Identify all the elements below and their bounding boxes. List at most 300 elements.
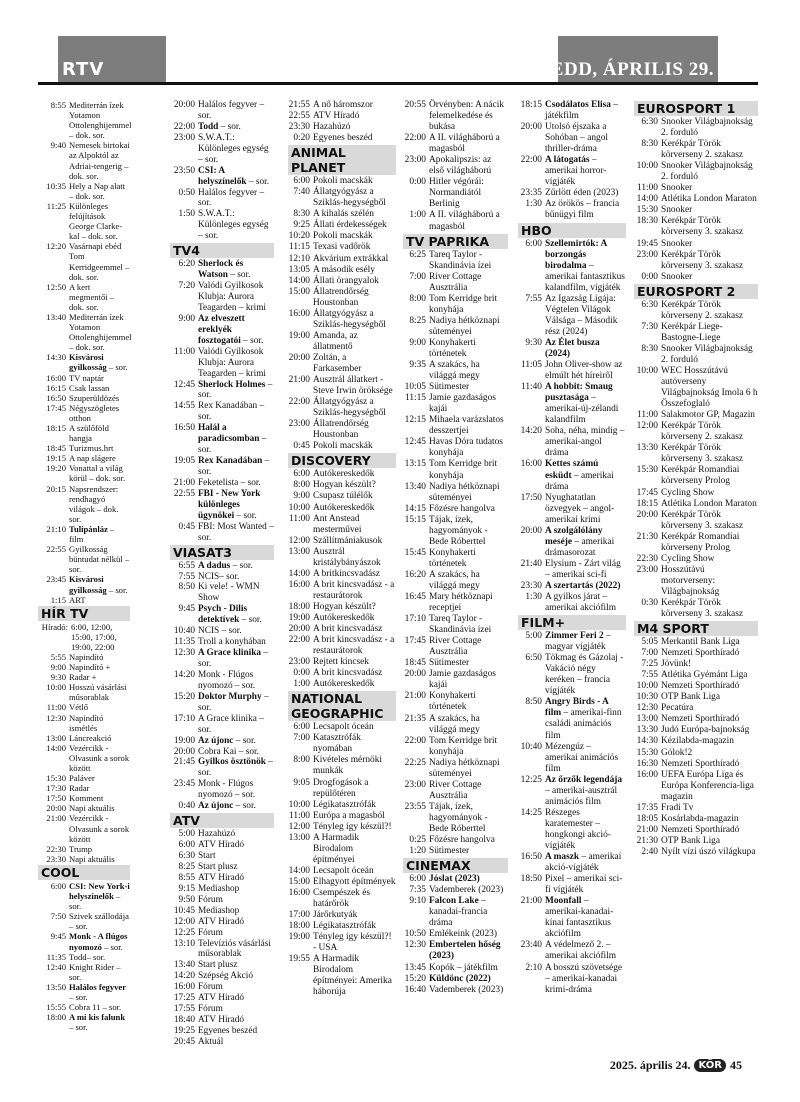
- program-title: Kisvárosi gyilkosság – sor.: [69, 574, 128, 595]
- program-title: Főzésre hangolva: [429, 835, 495, 846]
- program-title: Fórum: [198, 1004, 223, 1015]
- program-time: 6:30: [641, 117, 658, 127]
- program-item: [170, 1026, 274, 1037]
- program-title: Cobra 11 – sor.: [69, 1002, 122, 1013]
- program-title: Snooker: [661, 238, 693, 249]
- program-time: 18:15: [46, 423, 66, 433]
- program-time: 17:35: [636, 802, 658, 813]
- program-item: [403, 780, 508, 802]
- program-item: [288, 833, 396, 866]
- program-time: 18:15: [636, 498, 658, 509]
- program-time: 13:10: [173, 938, 195, 949]
- program-title: Állatrendőrség Houstonban: [313, 286, 369, 308]
- program-title: Pixel – amerikai sci-fi vígjáték: [545, 874, 623, 896]
- program-item: [170, 670, 274, 692]
- program-title: Sütimester: [429, 382, 470, 393]
- program-title: Zűrlött éden (2023): [545, 188, 619, 199]
- program-time: 6:00: [525, 238, 542, 249]
- page-footer: [610, 1058, 742, 1073]
- program-item: [288, 613, 396, 624]
- program-item: [288, 254, 396, 265]
- program-title: Járőrkutyák: [313, 910, 358, 921]
- program-item: [38, 181, 130, 201]
- program-title: Psych - Dilis detektívek – sor.: [198, 604, 262, 626]
- program-item: [518, 493, 626, 526]
- program-time: 20:00: [520, 525, 542, 536]
- program-title: Autókereskedők: [313, 679, 375, 690]
- program-time: 8:00: [293, 755, 310, 766]
- program-time: 16:30: [636, 758, 658, 769]
- program-time: 10:05: [404, 382, 426, 393]
- program-title: Állati örangyalok: [313, 275, 379, 286]
- program-title: A második esély: [313, 264, 375, 275]
- page-number: 45: [730, 1058, 742, 1072]
- program-title: Csak lassan: [69, 382, 110, 393]
- program-title: A Harmadik Birodalom építményei: Amerika háborúja: [313, 954, 392, 998]
- program-time: 8:00: [293, 480, 310, 491]
- program-time: 14:30: [636, 736, 658, 747]
- program-item: [170, 209, 274, 242]
- program-item: [170, 380, 274, 402]
- program-item: [288, 375, 396, 397]
- program-title: Merkantil Bank Liga: [661, 637, 740, 648]
- program-title: Az örökös – francia bűnügyi film: [545, 199, 620, 221]
- program-time: 23:30: [46, 853, 66, 864]
- program-time: 6:00: [178, 840, 195, 851]
- program-title: Kézilabda-magazin: [661, 736, 734, 747]
- program-time: 8:50: [525, 697, 542, 708]
- program-item: [170, 779, 274, 801]
- program-title: Embertelen hőség (2023): [429, 940, 501, 962]
- program-title: Kerékpár Török körverseny 3. szakasz: [661, 216, 743, 238]
- program-item: [403, 758, 508, 780]
- program-item: [170, 971, 274, 982]
- channel-heading: M4 SPORT: [634, 621, 758, 636]
- program-time: 1:15: [50, 594, 66, 605]
- program-time: 18:05: [636, 813, 658, 824]
- program-title: Knight Rider – sor.: [69, 961, 121, 982]
- program-item: [403, 504, 508, 515]
- program-item: [403, 896, 508, 929]
- program-time: 18:00: [288, 921, 310, 932]
- program-item: [403, 338, 508, 360]
- listing-column: [288, 100, 396, 998]
- program-item: [403, 658, 508, 669]
- program-title: Autókereskedők: [313, 469, 375, 480]
- program-item: [288, 580, 396, 602]
- program-time: 18:30: [636, 216, 658, 227]
- program-title: Lecsapolt óceán: [313, 722, 374, 733]
- program-title: A Grace klinika – sor.: [198, 648, 269, 669]
- program-title: Radar: [69, 783, 90, 794]
- program-time: 15:20: [173, 691, 195, 702]
- program-time: 9:35: [409, 360, 426, 371]
- program-item: [634, 499, 758, 510]
- program-time: 6:55: [178, 560, 195, 571]
- program-item: [38, 282, 130, 312]
- program-time: 17:45: [636, 487, 658, 498]
- channel-heading: TV PAPRIKA: [403, 234, 508, 249]
- listing-column: [38, 100, 130, 1032]
- program-title: Hitler végórái: Normandiától Berlinig: [429, 177, 484, 210]
- program-item: [403, 835, 508, 846]
- program-title: Halál a paradicsomban – sor.: [198, 423, 267, 456]
- program-item: [634, 322, 758, 344]
- program-time: 22:00: [288, 635, 310, 646]
- program-item: [170, 347, 274, 380]
- program-time: 0:50: [178, 187, 195, 198]
- program-time: 14:00: [288, 865, 310, 876]
- date-title: KEDD, ÁPRILIS 29.: [535, 59, 714, 80]
- program-time: 18:40: [173, 1015, 195, 1026]
- program-time: 9:15: [178, 883, 195, 894]
- program-title: River Cottage Ausztrália: [429, 271, 482, 293]
- program-item: [518, 360, 626, 382]
- program-title: Hely a Nap alatt – dok. sor.: [69, 180, 126, 201]
- program-item: [403, 929, 508, 940]
- program-item: [38, 813, 130, 843]
- program-item: [38, 100, 130, 140]
- program-item: [38, 352, 130, 372]
- program-title: Atlétika Gyémánt Liga: [661, 670, 748, 681]
- program-item: [170, 188, 274, 210]
- program-title: Snooker Világbajnokság 2. forduló: [661, 117, 753, 139]
- program-title: Konyhakerti történetek: [429, 337, 476, 359]
- program-title: Jamie gazdaságos kajái: [429, 669, 496, 691]
- program-title: Start plusz: [198, 960, 238, 971]
- program-title: Állatgyógyász a Sziklás-hegységből: [313, 187, 386, 209]
- program-time: 22:55: [173, 488, 195, 499]
- program-time: 2:40: [641, 846, 658, 857]
- program-time: 23:45: [46, 574, 66, 585]
- program-item: [518, 874, 626, 896]
- program-title: Nyílt vízi úszó világkupa: [661, 846, 756, 857]
- program-item: [38, 544, 130, 574]
- program-item: [170, 873, 274, 884]
- program-item: [288, 547, 396, 569]
- program-item: [170, 100, 274, 122]
- program-item: [288, 231, 396, 242]
- program-time: 18:15: [520, 100, 542, 110]
- program-item: [38, 702, 130, 712]
- program-time: 20:15: [46, 483, 66, 494]
- program-item: [403, 382, 508, 393]
- program-item: [634, 205, 758, 216]
- program-title: Pokoli macskák: [313, 231, 373, 242]
- program-time: 8:25: [178, 861, 195, 872]
- program-item: [170, 133, 274, 166]
- program-title: Sütimester: [429, 658, 470, 669]
- program-item: [403, 636, 508, 658]
- program-time: 1:30: [525, 592, 542, 603]
- program-item: [403, 515, 508, 548]
- program-item: [403, 885, 508, 896]
- program-title: A dadus – sor.: [198, 560, 253, 571]
- program-item: [288, 133, 396, 144]
- program-title: Turizmus.hrt: [69, 443, 114, 454]
- channel-heading: VIASAT3: [170, 545, 274, 560]
- program-title: Kivételes mérnöki munkák: [313, 755, 382, 777]
- program-title: Nemzeti Sporthíradó: [661, 824, 740, 835]
- program-title: A szolgálólány meséje – amerikai drámasorozat: [545, 525, 615, 558]
- program-time: 16:00: [173, 982, 195, 993]
- program-time: 16:00: [636, 769, 658, 780]
- program-title: Napi aktuális: [69, 803, 115, 814]
- program-title: Mediashop: [198, 883, 240, 894]
- program-item: [38, 773, 130, 783]
- program-item: [518, 100, 626, 122]
- program-item: [634, 565, 758, 598]
- program-item: [634, 421, 758, 443]
- program-title: Snooker: [661, 183, 693, 194]
- program-title: Vezércikk - Olvasunk a sorok között: [69, 742, 130, 773]
- program-time: 19:55: [288, 954, 310, 965]
- program-title: A kihalás szélén: [313, 209, 374, 220]
- program-item: [634, 670, 758, 681]
- program-time: 6:00: [293, 469, 310, 480]
- program-time: 11:05: [520, 360, 542, 371]
- program-item: [634, 366, 758, 410]
- program-item: [170, 582, 274, 604]
- program-item: [288, 866, 396, 877]
- program-time: 21:00: [46, 813, 66, 824]
- date-tab: [535, 36, 718, 82]
- program-item: [38, 854, 130, 864]
- program-item: [170, 801, 274, 812]
- program-item: [288, 722, 396, 733]
- program-title: Az Igazság Ligája: Végtelen Világok Válsága – Második rész (2024): [545, 293, 618, 337]
- program-time: 21:10: [46, 523, 66, 534]
- program-title: Hosszú vásárlási műsorablak: [69, 682, 127, 703]
- program-title: Pokoli macskák: [313, 176, 373, 187]
- program-item: [403, 974, 508, 985]
- program-item: [288, 122, 396, 133]
- program-title: Hazahúzó: [198, 829, 236, 840]
- program-time: 16:15: [46, 382, 66, 393]
- program-title: Nemzeti Sporthíradó: [661, 648, 740, 659]
- program-time: 11:40: [520, 382, 542, 393]
- program-item: [288, 602, 396, 613]
- program-time: 10:45: [173, 905, 195, 916]
- program-title: A maszk – amerikai akció-vígjáték: [545, 852, 622, 874]
- program-title: ART: [69, 594, 86, 605]
- program-title: Fórum: [198, 982, 223, 993]
- program-time: 19:00: [288, 932, 310, 943]
- program-time: 10:00: [636, 365, 658, 376]
- program-time: 0:45: [178, 521, 195, 532]
- program-item: [288, 480, 396, 491]
- program-item: [38, 962, 130, 982]
- program-time: 16:45: [404, 592, 426, 603]
- program-item: [518, 775, 626, 808]
- program-title: TV naptár: [69, 372, 104, 383]
- program-title: ATV Híradó: [198, 1015, 245, 1026]
- program-item: [288, 111, 396, 122]
- program-title: Vademberek (2023): [429, 885, 504, 896]
- program-time: 9:25: [293, 220, 310, 231]
- program-time: 15:30: [636, 205, 658, 216]
- program-title: A szakács, ha világgá megy: [429, 360, 480, 382]
- program-title: Mediashop: [198, 905, 240, 916]
- program-title: Snooker: [661, 271, 693, 282]
- program-item: [170, 166, 274, 188]
- program-title: Vezércikk - Olvasunk a sorok között: [69, 813, 130, 844]
- program-time: 7:00: [641, 648, 658, 659]
- program-time: 12:30: [636, 703, 658, 714]
- program-item: [38, 484, 130, 524]
- program-time: 16:00: [288, 579, 310, 590]
- program-title: Monk - Flúgos nyomozó – sor.: [198, 779, 256, 801]
- section-tab: [58, 36, 166, 82]
- program-title: Utolsó éjszaka a Sohóban – angol thriller-dráma: [545, 122, 609, 155]
- program-title: Vasárnapi ebéd Tom Kerridgeemmel – dok. sor.: [69, 241, 130, 282]
- program-time: 12:30: [173, 648, 195, 659]
- program-item: [288, 569, 396, 580]
- program-title: Kerékpár Romandiai körverseny Prolog: [661, 465, 740, 487]
- program-item: [170, 692, 274, 714]
- program-title: Légikatasztrófák: [313, 799, 376, 810]
- program-time: 7:55: [641, 670, 658, 681]
- program-item: [518, 338, 626, 360]
- program-time: 10:40: [520, 741, 542, 752]
- program-title: FBI - New York különleges ügynökei – sor.: [198, 488, 261, 521]
- program-title: Autókereskedők: [313, 612, 375, 623]
- program-time: 9:10: [409, 896, 426, 907]
- program-title: Komment: [69, 793, 104, 804]
- program-time: 23:00: [288, 657, 310, 668]
- program-time: 23:55: [404, 801, 426, 812]
- program-item: [403, 691, 508, 713]
- program-title: Fradi Tv: [661, 802, 694, 813]
- program-time: 0:00: [293, 668, 310, 679]
- program-title: Cycling Show: [661, 487, 715, 498]
- program-time: 21:30: [636, 835, 658, 846]
- program-title: Paláver: [69, 773, 95, 784]
- program-item: [38, 403, 130, 423]
- program-item: [634, 554, 758, 565]
- program-title: A látogatás – amerikai horror-vígjáték: [545, 155, 607, 188]
- channel-heading: FILM+: [518, 615, 626, 630]
- program-item: [288, 220, 396, 231]
- program-time: 21:00: [520, 896, 542, 907]
- program-item: [38, 952, 130, 962]
- program-title: Zoltán, a Farkasember: [313, 352, 362, 374]
- program-title: Az újonc – sor.: [198, 735, 256, 746]
- program-time: 21:40: [520, 558, 542, 569]
- program-item: [518, 653, 626, 697]
- program-item: [38, 682, 130, 702]
- program-title: A britkincsvadász: [313, 568, 380, 579]
- program-item: [38, 443, 130, 453]
- program-time: 9:30: [525, 337, 542, 348]
- program-title: Sütimester: [429, 846, 470, 857]
- program-title: A II. világháború a magasból: [429, 210, 500, 232]
- program-item: [38, 574, 130, 594]
- program-title: Judó Európa-bajnokság: [661, 725, 750, 736]
- program-title: Fórum: [198, 894, 223, 905]
- program-title: Nemesek birtokai az Alpoktól az Adriai-tengerig – dok. sor.: [69, 140, 130, 181]
- program-title: Drogfogások a repülőtéren: [313, 777, 369, 799]
- program-item: [634, 814, 758, 825]
- program-title: Jóslat (2023): [429, 874, 480, 885]
- program-time: 18:00: [46, 1012, 66, 1023]
- program-title: Tájak, ízek, hagyományok - Bede Róberttel: [429, 801, 488, 834]
- program-item: [170, 757, 274, 779]
- program-title: A szakács, ha világgá megy: [429, 713, 480, 735]
- program-title: Start plusz: [198, 861, 238, 872]
- program-item: [38, 743, 130, 773]
- program-item: [170, 401, 274, 423]
- channel-heading: DISCOVERY: [288, 453, 396, 468]
- program-item: [170, 456, 274, 478]
- program-item: [38, 140, 130, 180]
- program-time: 11:00: [636, 410, 658, 421]
- program-item: [288, 635, 396, 657]
- program-time: 6:00: [409, 874, 426, 885]
- program-item: [634, 847, 758, 858]
- program-title: A hobbit: Smaug pusztasága – amerikai-új-zélandi kalandfilm: [545, 382, 619, 426]
- program-time: 19:00: [288, 330, 310, 341]
- program-time: 23:30: [520, 580, 542, 591]
- program-time: 10:30: [636, 692, 658, 703]
- program-time: 11:00: [46, 702, 66, 713]
- program-title: Napindító +: [69, 662, 111, 673]
- program-item: [518, 155, 626, 188]
- program-title: ATV Híradó: [198, 872, 245, 883]
- program-item: [38, 524, 130, 544]
- program-title: S.W.A.T.: Különleges egység – sor.: [198, 209, 269, 242]
- program-item: [403, 614, 508, 636]
- program-time: 12:25: [520, 774, 542, 785]
- program-time: 23:00: [636, 249, 658, 260]
- program-item: [38, 463, 130, 483]
- program-time: 14:20: [173, 669, 195, 680]
- program-time: 13:45: [404, 962, 426, 973]
- program-item: [634, 681, 758, 692]
- program-time: 13:15: [404, 459, 426, 470]
- program-item: [38, 652, 130, 662]
- program-time: 13:40: [173, 960, 195, 971]
- program-time: 7:35: [409, 885, 426, 896]
- program-item: [288, 536, 396, 547]
- program-title: Kisvárosi gyilkosság – sor.: [69, 352, 128, 373]
- program-item: [403, 985, 508, 996]
- program-title: Kerékpár Török körverseny 2. szakasz: [661, 299, 743, 321]
- program-title: Soha, néha, mindig – amerikai-angol dráma: [545, 426, 625, 459]
- channel-heading: NATIONAL GEOGRAPHIC: [288, 691, 396, 721]
- program-item: [403, 272, 508, 294]
- program-item: [518, 631, 626, 653]
- program-time: 22:00: [520, 155, 542, 166]
- program-title: A brit kincsvadász - a restaurátorok: [313, 579, 395, 601]
- program-title: Mediterrán ízek Yotamon Ottolenghijemmel – dok. sor.: [69, 311, 132, 353]
- program-time: 8:25: [409, 315, 426, 326]
- program-item: [38, 622, 130, 652]
- program-item: [634, 692, 758, 703]
- program-title: CSI: A helyszínelők – sor.: [198, 165, 270, 187]
- program-time: 9:00: [409, 337, 426, 348]
- program-time: 13:40: [46, 311, 66, 322]
- program-time: 11:00: [636, 183, 658, 194]
- program-title: Hogyan készült?: [313, 601, 376, 612]
- program-time: 16:00: [288, 888, 310, 898]
- program-item: [38, 423, 130, 443]
- program-title: Gyilkos ösztönök – sor.: [198, 757, 273, 779]
- program-time: 17:10: [173, 713, 195, 724]
- program-item: [634, 736, 758, 747]
- program-title: Állatgyógyász a Sziklás-hegységből: [313, 397, 386, 419]
- program-item: [403, 874, 508, 885]
